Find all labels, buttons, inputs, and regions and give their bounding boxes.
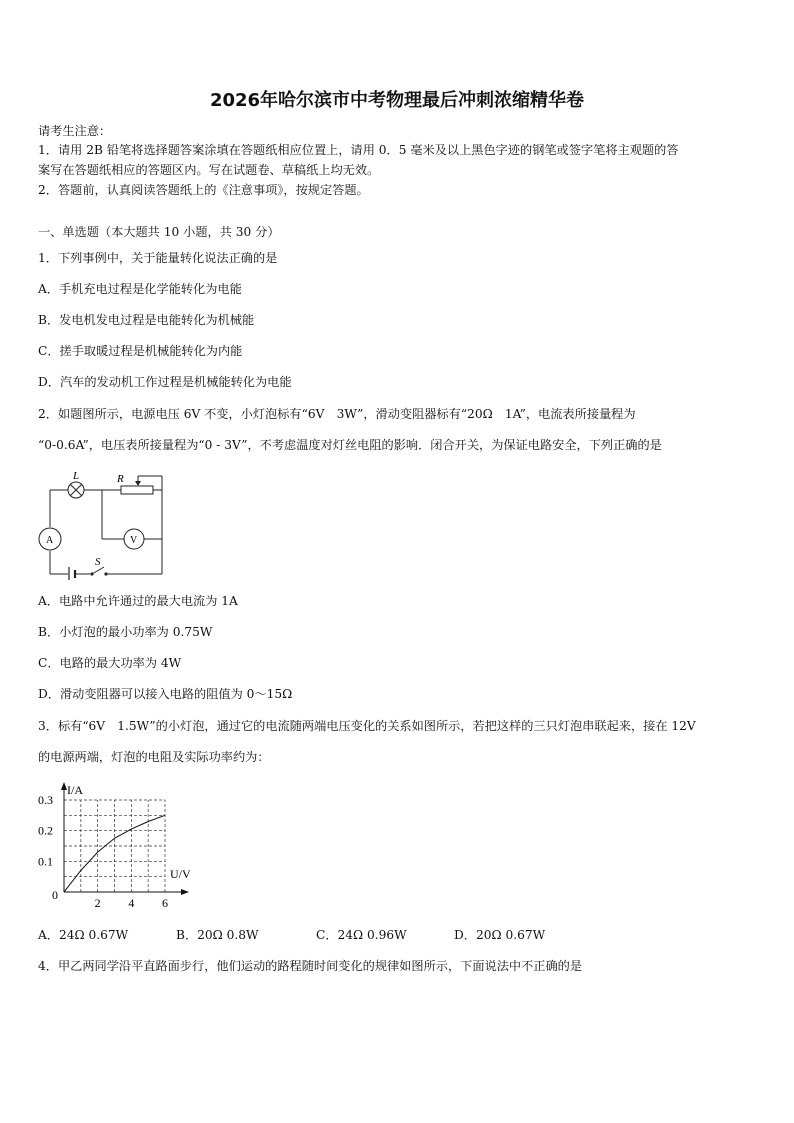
iu-chart xyxy=(36,778,206,917)
q3-option-b: B．20Ω 0.8W xyxy=(176,928,259,942)
q2-option-d: D．滑动变阻器可以接入电路的阻值为 0～15Ω xyxy=(38,687,293,701)
switch-lever xyxy=(92,567,104,574)
q2-option-c: C．电路的最大功率为 4W xyxy=(38,656,182,670)
y-tick-label: 0.1 xyxy=(38,854,53,869)
notice-item-1: 1．请用 2B 铅笔将选择题答案涂填在答题纸相应位置上，请用 0．5 毫米及以上黑色字迹的钢笔或签字笔将主观题的答 xyxy=(38,143,679,157)
q3-stem-line1: 3．标有“6V 1.5W”的小灯泡，通过它的电流随两端电压变化的关系如图所示，若把这样的三只灯泡串联起来，接在 12V xyxy=(38,719,696,733)
switch-label: S xyxy=(95,556,101,568)
q4-stem: 4．甲乙两同学沿平直路面步行，他们运动的路程随时间变化的规律如图所示，下面说法中不正确的是 xyxy=(38,959,583,973)
x-axis-arrow xyxy=(181,889,189,895)
section-heading: 一、单选题（本大题共 10 小题，共 30 分） xyxy=(38,225,280,239)
q1-option-b: B．发电机发电过程是电能转化为机械能 xyxy=(38,313,255,327)
q3-stem-line2: 的电源两端，灯泡的电阻及实际功率约为： xyxy=(38,750,270,764)
rheostat-slider-arrow xyxy=(135,481,141,486)
q3-option-a: A．24Ω 0.67W xyxy=(38,928,129,942)
origin-label: 0 xyxy=(52,888,58,902)
q2-stem-line2: “0-0.6A”，电压表所接量程为“0 - 3V”，不考虑温度对灯丝电阻的影响．闭合开关，为保证电路安全，下列正确的是 xyxy=(38,438,662,452)
x-tick-label: 6 xyxy=(162,896,168,910)
q1-option-a: A．手机充电过程是化学能转化为电能 xyxy=(38,282,242,296)
ammeter-label: A xyxy=(46,535,54,546)
q3-option-d: D．20Ω 0.67W xyxy=(454,928,546,942)
x-axis-label: U/V xyxy=(170,867,191,881)
circuit-diagram xyxy=(36,470,176,584)
voltmeter-label: V xyxy=(130,535,138,546)
y-tick-label: 0.3 xyxy=(38,793,53,807)
q3-options xyxy=(38,927,545,943)
q2-option-b: B．小灯泡的最小功率为 0.75W xyxy=(38,625,213,639)
q1-option-d: D．汽车的发动机工作过程是机械能转化为电能 xyxy=(38,375,292,389)
y-tick-label: 0.2 xyxy=(38,823,53,838)
rheostat-label: R xyxy=(117,473,124,485)
y-axis-label: I/A xyxy=(67,783,83,797)
lamp-label: L xyxy=(73,470,80,482)
chart-grid xyxy=(64,800,165,892)
x-tick-label: 2 xyxy=(94,896,101,910)
q1-stem: 1．下列事例中，关于能量转化说法正确的是 xyxy=(38,251,278,265)
notice-heading: 请考生注意： xyxy=(38,124,112,138)
q3-option-c: C．24Ω 0.96W xyxy=(316,928,407,942)
notice-item-1-cont: 案写在答题纸相应的答题区内。写在试题卷、草稿纸上均无效。 xyxy=(38,163,380,177)
q2-option-a: A．电路中允许通过的最大电流为 1A xyxy=(38,594,238,608)
q1-option-c: C．搓手取暖过程是机械能转化为内能 xyxy=(38,344,243,358)
x-tick-label: 4 xyxy=(128,896,135,910)
q2-stem-line1: 2．如题图所示，电源电压 6V 不变，小灯泡标有“6V 3W”，滑动变阻器标有“20Ω 1A”，电流表所接量程为 xyxy=(38,407,636,421)
notice-item-2: 2．答题前，认真阅读答题纸上的《注意事项》，按规定答题。 xyxy=(38,183,369,197)
rheostat-symbol xyxy=(121,486,153,494)
page-title: 2026年哈尔滨市中考物理最后冲刺浓缩精华卷 xyxy=(209,90,585,111)
